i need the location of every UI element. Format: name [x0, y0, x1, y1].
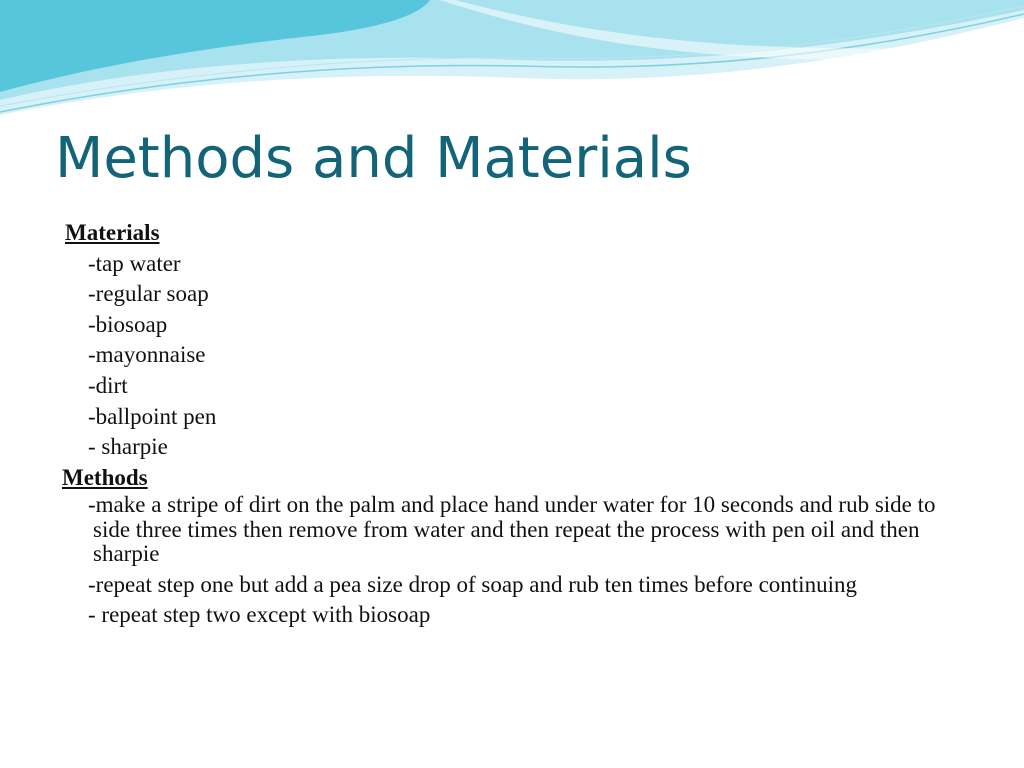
- materials-list: [62, 249, 952, 463]
- materials-item: - sharpie: [88, 434, 168, 460]
- materials-item: -biosoap: [88, 311, 168, 337]
- method-step: -make a stripe of dirt on the palm and place hand under water for 10 seconds and rub side to side three times then remove from water and then repeat the process with pen oil and then sharpie: [88, 492, 936, 567]
- materials-item: -regular soap: [88, 281, 209, 307]
- materials-heading: Materials: [65, 220, 160, 245]
- materials-item: -tap water: [88, 250, 181, 276]
- materials-item: -dirt: [88, 372, 128, 398]
- wave-decoration: [0, 0, 1024, 140]
- slide-title: Methods and Materials: [55, 126, 692, 191]
- materials-item: -ballpoint pen: [88, 403, 217, 429]
- slide-body: [62, 218, 952, 628]
- methods-heading: Methods: [62, 464, 148, 490]
- materials-item: -mayonnaise: [88, 342, 206, 368]
- methods-list: [62, 493, 952, 628]
- method-step: -repeat step one but add a pea size drop of soap and rub ten times before continuing: [88, 571, 857, 597]
- method-step: - repeat step two except with biosoap: [88, 602, 431, 628]
